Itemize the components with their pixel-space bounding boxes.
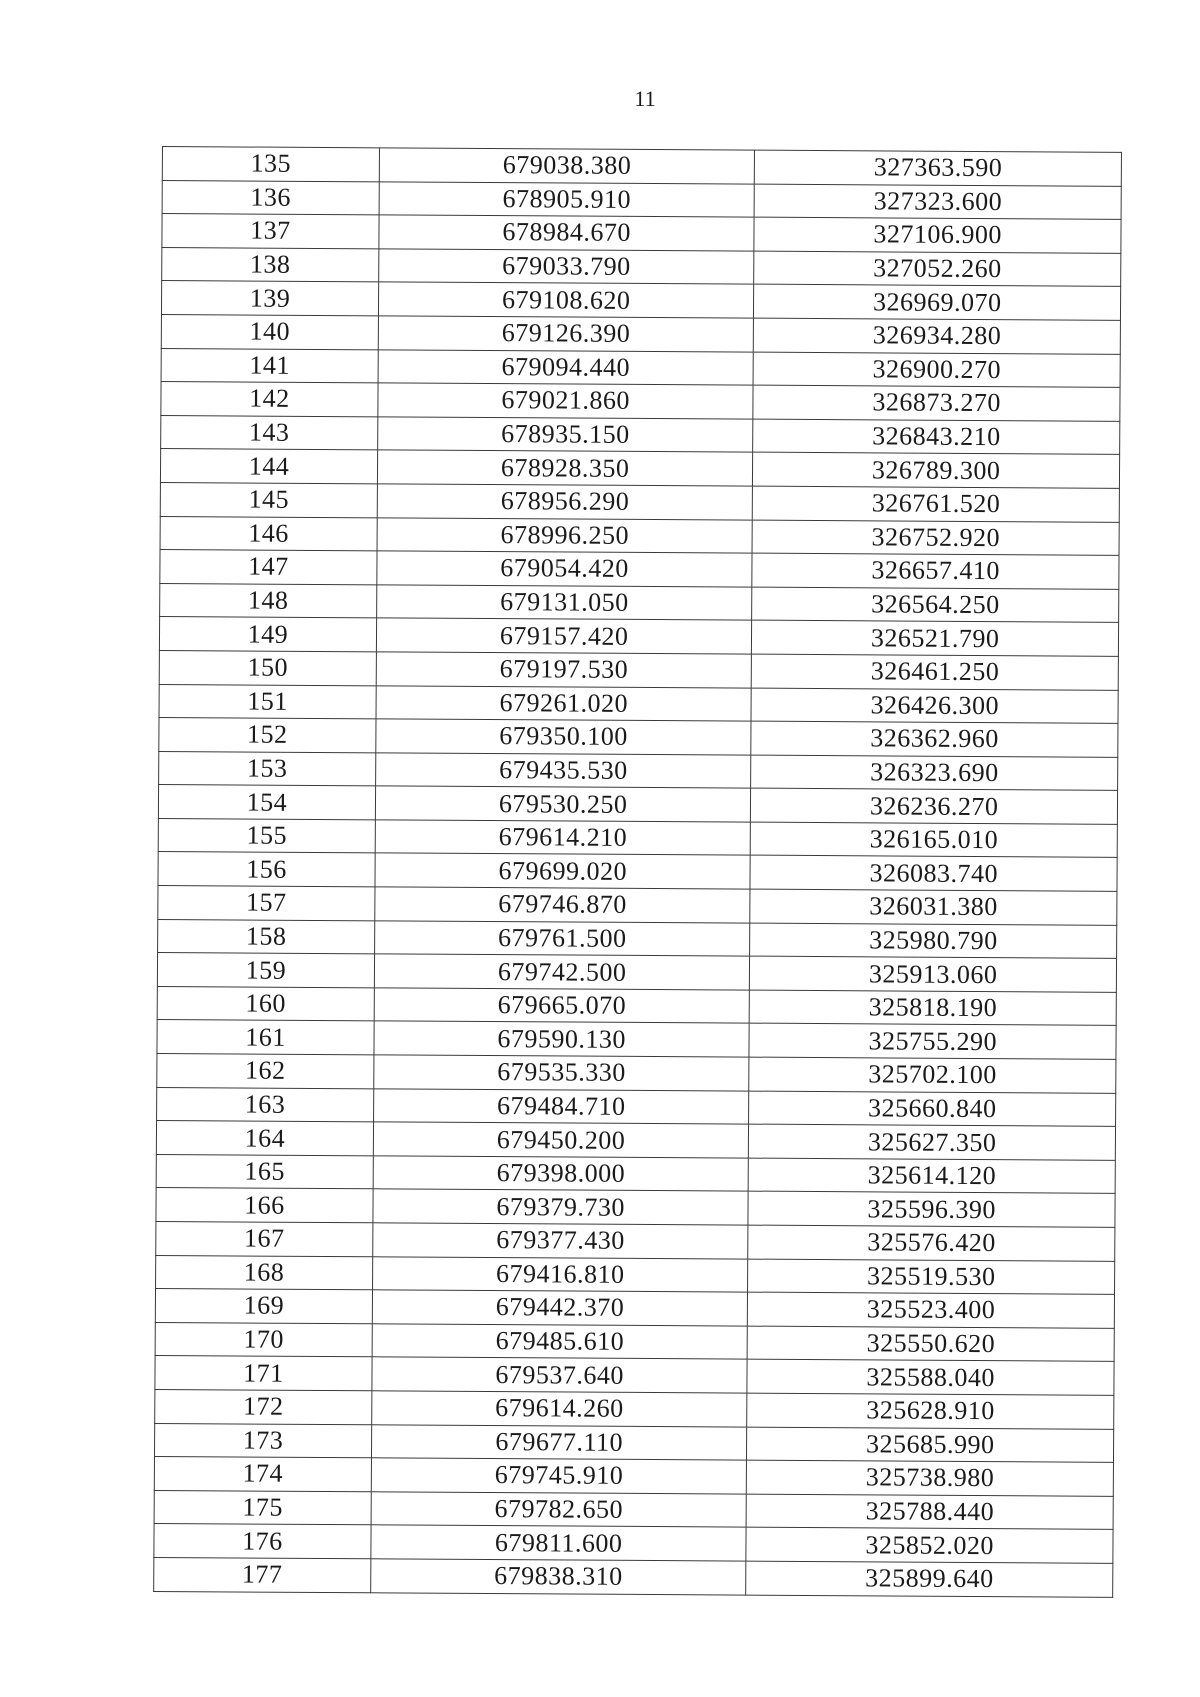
x-coordinate-cell: 679614.210 — [375, 820, 751, 856]
point-number-cell: 173 — [154, 1423, 371, 1458]
point-number-cell: 166 — [156, 1188, 373, 1223]
point-number-cell: 168 — [156, 1255, 373, 1290]
x-coordinate-cell: 679131.050 — [377, 585, 753, 621]
point-number-cell: 149 — [159, 617, 376, 652]
y-coordinate-cell: 326564.250 — [752, 587, 1119, 623]
y-coordinate-cell: 326362.960 — [751, 721, 1118, 757]
point-number-cell: 142 — [161, 382, 378, 417]
point-number-cell: 150 — [159, 650, 376, 685]
point-number-cell: 175 — [154, 1490, 371, 1525]
x-coordinate-cell: 679261.020 — [376, 685, 752, 721]
y-coordinate-cell: 326873.270 — [753, 385, 1120, 421]
x-coordinate-cell: 678956.290 — [377, 484, 753, 520]
x-coordinate-cell: 679485.610 — [372, 1324, 748, 1360]
point-number-cell: 153 — [159, 751, 376, 786]
x-coordinate-cell: 679745.910 — [371, 1458, 747, 1494]
point-number-cell: 139 — [161, 281, 378, 316]
x-coordinate-cell: 679416.810 — [372, 1256, 748, 1292]
point-number-cell: 160 — [157, 986, 374, 1021]
y-coordinate-cell: 326236.270 — [751, 788, 1118, 824]
point-number-cell: 141 — [161, 348, 378, 383]
x-coordinate-cell: 679590.130 — [374, 1021, 750, 1057]
y-coordinate-cell: 326083.740 — [750, 856, 1117, 892]
x-coordinate-cell: 679021.860 — [378, 383, 754, 419]
y-coordinate-cell: 325576.420 — [748, 1225, 1115, 1261]
point-number-cell: 144 — [160, 449, 377, 484]
y-coordinate-cell: 326426.300 — [751, 688, 1118, 724]
y-coordinate-cell: 326761.520 — [753, 486, 1120, 522]
x-coordinate-cell: 679126.390 — [378, 316, 754, 352]
point-number-cell: 172 — [155, 1389, 372, 1424]
x-coordinate-cell: 679435.530 — [376, 753, 752, 789]
point-number-cell: 167 — [156, 1221, 373, 1256]
x-coordinate-cell: 678928.350 — [377, 450, 753, 486]
point-number-cell: 174 — [154, 1457, 371, 1492]
x-coordinate-cell: 679038.380 — [379, 148, 755, 184]
x-coordinate-cell: 679782.650 — [371, 1492, 747, 1528]
x-coordinate-cell: 679746.870 — [375, 887, 751, 923]
point-number-cell: 143 — [161, 415, 378, 450]
x-coordinate-cell: 679094.440 — [378, 349, 754, 385]
y-coordinate-cell: 325685.990 — [747, 1427, 1114, 1463]
y-coordinate-cell: 325818.190 — [750, 990, 1117, 1026]
point-number-cell: 146 — [160, 516, 377, 551]
table-row — [154, 1557, 1113, 1596]
y-coordinate-cell: 325913.060 — [750, 956, 1117, 992]
y-coordinate-cell: 326323.690 — [751, 755, 1118, 791]
x-coordinate-cell: 679699.020 — [375, 853, 751, 889]
y-coordinate-cell: 326789.300 — [753, 452, 1120, 488]
point-number-cell: 158 — [158, 919, 375, 954]
x-coordinate-cell: 678996.250 — [377, 517, 753, 553]
y-coordinate-cell: 325627.350 — [749, 1124, 1116, 1160]
x-coordinate-cell: 679442.370 — [372, 1290, 748, 1326]
point-number-cell: 152 — [159, 718, 376, 753]
point-number-cell: 148 — [160, 583, 377, 618]
point-number-cell: 161 — [157, 1020, 374, 1055]
point-number-cell: 171 — [155, 1356, 372, 1391]
point-number-cell: 159 — [157, 953, 374, 988]
y-coordinate-cell: 327106.900 — [754, 217, 1121, 253]
x-coordinate-cell: 679197.530 — [376, 652, 752, 688]
x-coordinate-cell: 679350.100 — [376, 719, 752, 755]
x-coordinate-cell: 679054.420 — [377, 551, 753, 587]
point-number-cell: 138 — [162, 247, 379, 282]
x-coordinate-cell: 678935.150 — [378, 417, 754, 453]
x-coordinate-cell: 679379.730 — [373, 1189, 749, 1225]
y-coordinate-cell: 325852.020 — [746, 1527, 1113, 1563]
y-coordinate-cell: 325660.840 — [749, 1091, 1116, 1127]
x-coordinate-cell: 679033.790 — [379, 249, 755, 285]
y-coordinate-cell: 325899.640 — [746, 1561, 1113, 1597]
point-number-cell: 156 — [158, 852, 375, 887]
y-coordinate-cell: 327052.260 — [754, 251, 1121, 287]
point-number-cell: 165 — [156, 1154, 373, 1189]
y-coordinate-cell: 326900.270 — [753, 352, 1120, 388]
coordinates-table — [153, 146, 1122, 1597]
x-coordinate-cell: 678984.670 — [379, 215, 755, 251]
y-coordinate-cell: 326843.210 — [753, 419, 1120, 455]
point-number-cell: 177 — [154, 1557, 371, 1592]
point-number-cell: 145 — [160, 482, 377, 517]
x-coordinate-cell: 679377.430 — [373, 1223, 749, 1259]
y-coordinate-cell: 326969.070 — [754, 284, 1121, 320]
y-coordinate-cell: 325738.980 — [747, 1460, 1114, 1496]
x-coordinate-cell: 679761.500 — [374, 920, 750, 956]
y-coordinate-cell: 325523.400 — [748, 1292, 1115, 1328]
x-coordinate-cell: 679108.620 — [378, 282, 754, 318]
x-coordinate-cell: 679530.250 — [375, 786, 751, 822]
x-coordinate-cell: 679484.710 — [373, 1088, 749, 1124]
y-coordinate-cell: 326752.920 — [752, 520, 1119, 556]
point-number-cell: 157 — [158, 886, 375, 921]
y-coordinate-cell: 326521.790 — [752, 620, 1119, 656]
y-coordinate-cell: 325614.120 — [749, 1158, 1116, 1194]
point-number-cell: 135 — [162, 147, 379, 182]
point-number-cell: 169 — [155, 1289, 372, 1324]
y-coordinate-cell: 325788.440 — [746, 1494, 1113, 1530]
y-coordinate-cell: 326031.380 — [750, 889, 1117, 925]
point-number-cell: 147 — [160, 550, 377, 585]
y-coordinate-cell: 325596.390 — [748, 1192, 1115, 1228]
point-number-cell: 176 — [154, 1524, 371, 1559]
page-number: 11 — [634, 86, 656, 111]
y-coordinate-cell: 326461.250 — [752, 654, 1119, 690]
x-coordinate-cell: 679665.070 — [374, 988, 750, 1024]
y-coordinate-cell: 327323.600 — [754, 184, 1121, 220]
y-coordinate-cell: 325628.910 — [747, 1393, 1114, 1429]
point-number-cell: 137 — [162, 214, 379, 249]
y-coordinate-cell: 327363.590 — [755, 150, 1122, 186]
y-coordinate-cell: 326657.410 — [752, 553, 1119, 589]
x-coordinate-cell: 679450.200 — [373, 1122, 749, 1158]
point-number-cell: 163 — [157, 1087, 374, 1122]
x-coordinate-cell: 678905.910 — [379, 181, 755, 217]
point-number-cell: 151 — [159, 684, 376, 719]
x-coordinate-cell: 679811.600 — [371, 1525, 747, 1561]
point-number-cell: 154 — [158, 785, 375, 820]
y-coordinate-cell: 325550.620 — [748, 1326, 1115, 1362]
y-coordinate-cell: 325519.530 — [748, 1259, 1115, 1295]
x-coordinate-cell: 679537.640 — [372, 1357, 748, 1393]
point-number-cell: 140 — [161, 314, 378, 349]
point-number-cell: 136 — [162, 180, 379, 215]
x-coordinate-cell: 679838.310 — [371, 1559, 747, 1595]
y-coordinate-cell: 325702.100 — [749, 1057, 1116, 1093]
y-coordinate-cell: 325980.790 — [750, 923, 1117, 959]
x-coordinate-cell: 679742.500 — [374, 954, 750, 990]
x-coordinate-cell: 679398.000 — [373, 1156, 749, 1192]
y-coordinate-cell: 325755.290 — [749, 1024, 1116, 1060]
point-number-cell: 162 — [157, 1054, 374, 1089]
x-coordinate-cell: 679614.260 — [372, 1391, 748, 1427]
x-coordinate-cell: 679677.110 — [371, 1424, 747, 1460]
point-number-cell: 155 — [158, 818, 375, 853]
point-number-cell: 164 — [156, 1121, 373, 1156]
y-coordinate-cell: 325588.040 — [747, 1359, 1114, 1395]
point-number-cell: 170 — [155, 1322, 372, 1357]
y-coordinate-cell: 326165.010 — [751, 822, 1118, 858]
x-coordinate-cell: 679535.330 — [374, 1055, 750, 1091]
x-coordinate-cell: 679157.420 — [376, 618, 752, 654]
y-coordinate-cell: 326934.280 — [754, 318, 1121, 354]
coordinates-table-body — [154, 147, 1122, 1597]
